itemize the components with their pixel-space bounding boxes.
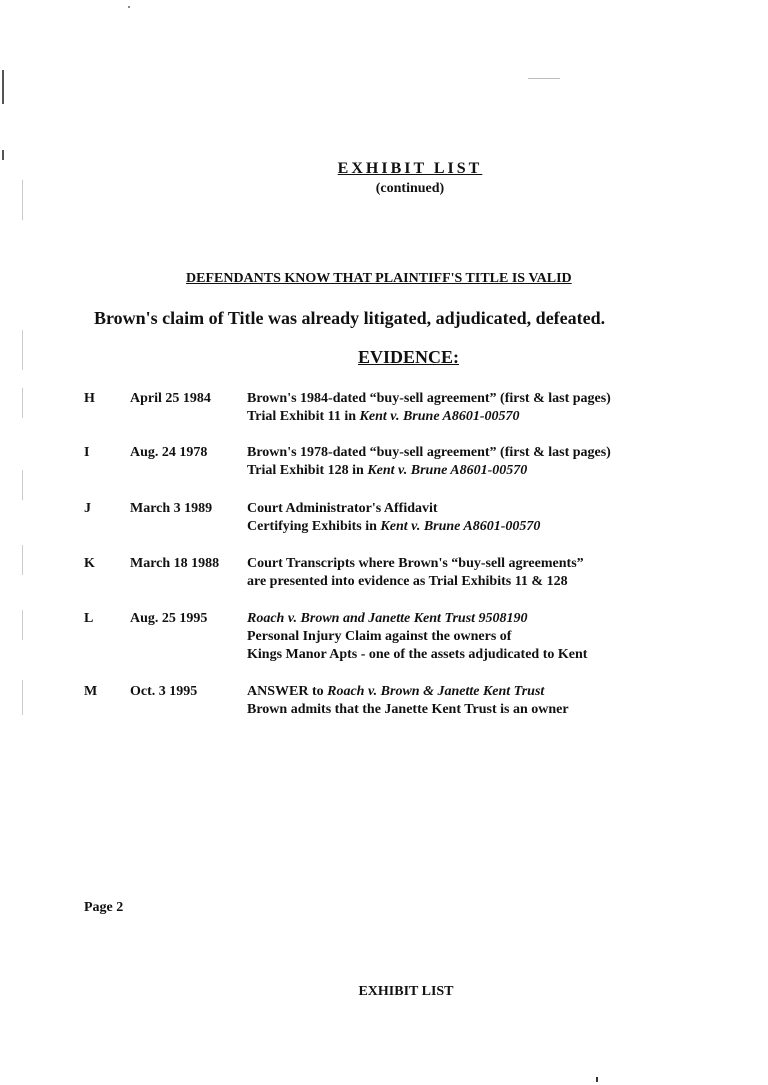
exhibit-description-line [247, 573, 584, 591]
exhibit-letter: M [84, 684, 98, 699]
description-text: Trial Exhibit 128 in [247, 463, 368, 478]
description-text: Trial Exhibit 11 in [247, 409, 360, 424]
description-text: Personal Injury Claim against the owners of [247, 629, 512, 644]
exhibit-description-line [247, 646, 587, 664]
exhibit-date: March 18 1988 [130, 556, 220, 571]
document-subtitle: (continued) [375, 181, 445, 196]
exhibit-date: Oct. 3 1995 [130, 684, 198, 699]
exhibit-letter: L [84, 611, 94, 626]
case-citation: Roach v. Brown and Janette Kent Trust 9508190 [247, 611, 528, 626]
exhibit-description-line [247, 628, 587, 646]
footer-title: EXHIBIT LIST [358, 984, 454, 999]
exhibit-description [247, 683, 569, 719]
exhibit-description-line [247, 408, 611, 426]
description-text: are presented into evidence as Trial Exhibits 11 & 128 [247, 574, 568, 589]
exhibit-description-line [247, 610, 587, 628]
description-text: Court Transcripts where Brown's “buy-sell agreements” [247, 556, 584, 571]
exhibit-description-line [247, 444, 611, 462]
exhibit-date: Aug. 24 1978 [130, 445, 208, 460]
case-citation: Roach v. Brown & Janette Kent Trust [327, 684, 545, 699]
description-text: Brown's 1978-dated “buy-sell agreement” (first & last pages) [247, 445, 611, 460]
scan-edge-line [22, 388, 23, 418]
exhibit-letter: K [84, 556, 95, 571]
exhibit-letter: J [84, 501, 91, 516]
scan-edge-line [22, 610, 23, 640]
exhibit-date: March 3 1989 [130, 501, 213, 516]
exhibit-description [247, 444, 611, 480]
exhibit-date: April 25 1984 [130, 391, 211, 406]
description-text: ANSWER to [247, 684, 328, 699]
description-text: Brown's 1984-dated “buy-sell agreement” (first & last pages) [247, 391, 611, 406]
case-citation: Kent v. Brune A8601-00570 [380, 519, 541, 534]
exhibit-letter: I [84, 445, 90, 460]
exhibit-description [247, 610, 587, 664]
exhibit-description-line [247, 500, 540, 518]
scan-speck [128, 6, 130, 8]
case-citation: Kent v. Brune A8601-00570 [359, 409, 520, 424]
section-heading: DEFENDANTS KNOW THAT PLAINTIFF'S TITLE IS VALID [186, 271, 572, 286]
scan-edge-line [22, 680, 23, 715]
exhibit-description-line [247, 462, 611, 480]
exhibit-letter: H [84, 391, 95, 406]
scan-edge-line [22, 545, 23, 575]
exhibit-description-line [247, 390, 611, 408]
scan-edge-line [22, 470, 23, 500]
evidence-heading: EVIDENCE: [358, 347, 460, 367]
scan-edge-mark [2, 70, 4, 104]
description-text: Brown admits that the Janette Kent Trust is an owner [247, 702, 569, 717]
scan-dash [528, 78, 560, 79]
scan-edge-line [22, 330, 23, 370]
exhibit-description-line [247, 683, 569, 701]
exhibit-description [247, 500, 540, 536]
scan-speck [596, 1077, 598, 1082]
scan-edge-mark [2, 150, 4, 160]
exhibit-description-line [247, 518, 540, 536]
description-text: Court Administrator's Affidavit [247, 501, 438, 516]
exhibit-description-line [247, 701, 569, 719]
exhibit-description-line [247, 555, 584, 573]
exhibit-date: Aug. 25 1995 [130, 611, 208, 626]
claim-statement: Brown's claim of Title was already litigated, adjudicated, defeated. [94, 308, 606, 328]
exhibit-description [247, 390, 611, 426]
description-text: Kings Manor Apts - one of the assets adjudicated to Kent [247, 647, 588, 662]
exhibit-description [247, 555, 584, 591]
page-number: Page 2 [84, 900, 124, 915]
document-title: EXHIBIT LIST [337, 160, 483, 177]
case-citation: Kent v. Brune A8601-00570 [367, 463, 528, 478]
description-text: Certifying Exhibits in [247, 519, 381, 534]
